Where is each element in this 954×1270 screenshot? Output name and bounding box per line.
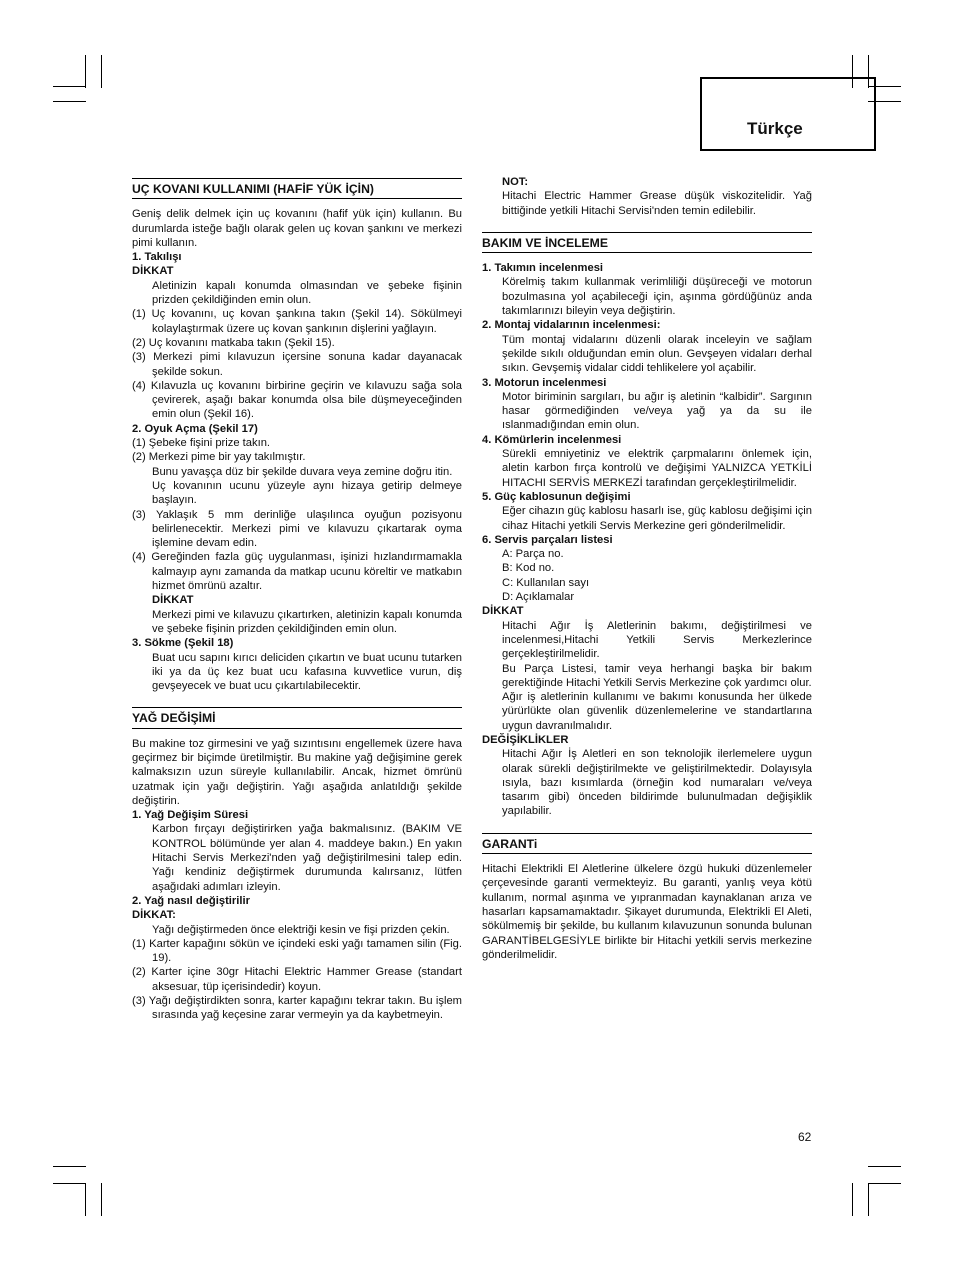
indented-text: Hitachi Electric Hammer Grease düşük viskozitelidir. Yağ bittiğinde yetkili Hitachi Servisi'nden temin edilebilir. [502, 190, 812, 217]
indented-text: Karbon fırçayı değiştirirken yağa bakmalısınız. (BAKIM VE KONTROL bölümünde yer alan 4. maddeye bakın.) En yakın Hitachi Servis Merkezi'nden yağ değiştirilmesini talep edin. Yağı kendiniz değiştirmek durumunda kalırsanız, lütfen aşağıdaki adımları izleyin. [152, 823, 462, 893]
crop-mark [85, 55, 86, 88]
indented-text: Bu Parça Listesi, tamir veya herhangi başka bir bakım gerektiğinde Hitachi Yetkili Servis Merkezine çok yardımcı olur. [502, 662, 812, 689]
paragraph: Bu makine toz girmesini ve yağ sızıntısını engellemek üzere hava geçirmez bir biçimde üretilmiştir. Bu makine yağ değişimine gerek kalmaksızın uzun süreyle kullanılabilir. Ancak, hizmet ömrünü uzatmak için yağı değiştirin. Yağı aşağıda anlatıldığı şekilde değiştirin. [132, 737, 462, 807]
subheading: 3. Motorun incelenmesi [482, 376, 607, 389]
crop-mark [53, 86, 86, 87]
subheading: 3. Sökme (Şekil 18) [132, 637, 234, 650]
subheading: 1. Takılışı [132, 251, 182, 264]
right-column [482, 175, 812, 962]
spacer [132, 693, 462, 707]
subheading: 6. Servis parçaları listesi [482, 533, 613, 546]
indented-text: Aletinizin kapalı konumda olmasından ve şebeke fişinin prizden çekildiğinden emin olun. [152, 279, 462, 307]
crop-mark [85, 1183, 86, 1216]
subheading: DİKKAT [132, 265, 174, 278]
paragraph: Hitachi Elektrikli El Aletlerine ülkelere özgü hukuki düzenlemeler çerçevesinde garanti vermekteyiz. Bu garanti, yanlış veya kötü kullanım, normal aşınma ve yıpranmadan kaynaklanan arıza ve hasarları kapsamamaktadır. Şikayet durumunda, Elektrikli El Aleti, sökülmemiş bir şekilde, bu kullanım kılavuzunun sonunda bulunan GARANTİBELGESİYLE birlikte bir Hitachi yetkili servis merkezine gönderilmelidir. [482, 863, 812, 961]
page-number: 62 [798, 1130, 812, 1144]
numbered-step: (1) Karter kapağını sökün ve içindeki eski yağı tamamen silin (Fig. 19). [132, 937, 462, 965]
indented-text: Uç kovanının ucunu yüzeyle aynı hizaya getirip delmeye başlayın. [152, 479, 462, 507]
subheading: 2. Yağ nasıl değiştirilir [132, 894, 250, 907]
indented-text: Körelmiş takım kullanmak verimliliği düşüreceği ve motorun bozulmasına yol açabileceği için, aşınma gördüğünüz anda takımlarınızı bileyin veya değiştirin. [502, 276, 812, 318]
indented-text: Yağı değiştirmeden önce elektriği kesin ve fişi prizden çekin. [152, 923, 450, 936]
crop-mark [101, 1183, 102, 1216]
indented-text: A: Parça no. [502, 548, 564, 561]
indented-text: Eğer cihazın güç kablosu hasarlı ise, güç kablosu değişimi için cihaz Hitachi yetkili Servis Merkezine geri gönderilmelidir. [502, 505, 812, 532]
numbered-step: (4) Kılavuzla uç kovanını birbirine geçirin ve kılavuzu sağa sola çevirerek, aşağı bakar konumda olsa bile düşmeyeceğinden emin olun (Şekil 16). [132, 379, 462, 421]
subheading: 4. Kömürlerin incelenmesi [482, 433, 622, 446]
indented-text: Bunu yavaşça düz bir şekilde duvara veya zemine doğru itin. [152, 465, 453, 478]
indented-text: Hitachi Ağır İş Aletlerinin bakımı, değiştirilmesi ve incelenmesi,Hitachi Yetkili Servis Merkezlerince gerçekleştirilmelidir. [502, 619, 812, 661]
subheading: DEĞİŞİKLİKLER [482, 733, 569, 746]
section-heading: YAĞ DEĞİŞİMİ [132, 707, 462, 728]
spacer [482, 218, 812, 232]
subheading: 1. Takımın incelenmesi [482, 262, 604, 275]
numbered-step: (2) Uç kovanını matkaba takın (Şekil 15). [132, 336, 335, 349]
language-label-box [700, 77, 876, 151]
note-label: DİKKAT [152, 594, 194, 607]
numbered-step: (2) Merkezi pime bir yay takılmıştır. [132, 451, 306, 464]
numbered-step: (3) Merkezi pimi kılavuzun içersine sonuna kadar dayanacak şekilde sokun. [132, 351, 462, 378]
left-column [132, 178, 462, 1023]
subheading: DİKKAT [482, 605, 524, 618]
section-heading: UÇ KOVANI KULLANIMI (HAFİF YÜK İÇİN) [132, 178, 462, 199]
indented-text: Sürekli emniyetiniz ve elektrik çarpmalarını önlemek için, aletin karbon fırça kontrolü ve değişimi YALNIZCA YETKİLİ HITACHI SERVİS MERKEZİ tarafından gerçekleştirilmelidir. [502, 448, 812, 489]
indented-text: Buat ucu sapını kırıcı deliciden çıkartın ve buat ucunu tutarken iki ya da üç kez buat ucu kafasına kuvvetlice vurun, diş gevşeyecek ve buat ucu çıkartılabilecektir. [152, 651, 462, 693]
numbered-step: (2) Karter içine 30gr Hitachi Elektric Hammer Grease (standart aksesuar, tüp içerisindedir) koyun. [132, 966, 462, 993]
crop-mark [868, 1183, 869, 1216]
note-label: NOT: [502, 176, 529, 188]
crop-mark [53, 1183, 86, 1184]
indented-text: Hitachi Ağır İş Aletleri en son teknolojik ilerlemelere uygun olarak sürekli değiştirilmekte ve geliştirilmektedir. Dolayısyla ısıyla, bazı kısımlarda (örneğin kod numaraları ve/veya tasarım gibi) önceden bildirimde bulunulmadan değişiklik yapılabilir. [502, 748, 812, 818]
numbered-step: (1) Uç kovanını, uç kovan şankına takın (Şekil 14). Sökülmeyi kolaylaştırmak üzere uç kovan şankının dişlerini yağlayın. [132, 308, 462, 335]
indented-text: Tüm montaj vidalarını düzenli olarak inceleyin ve sağlam şekilde sıkılı olduğundan emin olun. Gevşeyen vidaları derhal sıkın. Gevşemiş vidalar ciddi tehlikelere yol açabilir. [502, 333, 812, 375]
crop-mark [868, 1183, 901, 1184]
paragraph: Geniş delik delmek için uç kovanını (hafif yük için) kullanın. Bu durumlarda isteğe bağlı olarak gelen uç kovan şankını ve merkezi pimi kullanın. [132, 208, 462, 249]
numbered-step: (3) Yaklaşık 5 mm derinliğe ulaşılınca oyuğun pozisyonu belirlenecektir. Merkezi pimi ve kılavuzu çıkartarak oyma işlemine devam edin. [132, 508, 462, 550]
subheading: DİKKAT: [132, 909, 176, 922]
indented-text: Motor biriminin sargıları, bu ağır iş aletinin “kalbidir”. Sargının hasar görmediğinden ve/veya yağ ya da su ile ıslanmadığından emin olun. [502, 390, 812, 432]
crop-mark [868, 1166, 901, 1167]
crop-mark [852, 1183, 853, 1216]
spacer [482, 819, 812, 833]
subheading: 2. Oyuk Açma (Şekil 17) [132, 422, 258, 435]
language-label: Türkçe [747, 119, 803, 138]
indented-text: B: Kod no. [502, 562, 555, 575]
numbered-step: (1) Şebeke fişini prize takın. [132, 437, 271, 450]
indented-text: Merkezi pimi ve kılavuzu çıkartırken, aletinizin kapalı konumda ve şebeke fişinin prizden çekildiğinden emin olun. [152, 608, 462, 635]
section-heading: BAKIM VE İNCELEME [482, 232, 812, 253]
crop-mark [101, 55, 102, 88]
crop-mark [53, 101, 86, 102]
subheading: 5. Güç kablosunun değişimi [482, 490, 631, 503]
subheading: 2. Montaj vidalarının incelenmesi: [482, 319, 661, 332]
indented-text: C: Kullanılan sayı [502, 576, 590, 589]
numbered-step: (4) Gereğinden fazla güç uygulanması, işinizi hızlandırmamakla kalmayıp aynı zamanda da matkap ucunu köreltir ve matkabın hizmet ömrünü azaltır. [132, 551, 462, 593]
subheading: 1. Yağ Değişim Süresi [132, 809, 249, 822]
indented-text: D: Açıklamalar [502, 591, 575, 604]
numbered-step: (3) Yağı değiştirdikten sonra, karter kapağını tekrar takın. Bu işlem sırasında yağ keçesine zarar vermeyin ya da kaybetmeyin. [132, 995, 462, 1022]
section-heading: GARANTi [482, 833, 812, 854]
crop-mark [53, 1166, 86, 1167]
indented-text: Ağır iş aletlerinin kullanımı ve bakımı konusunda her ülkede yürürlükte olan güvenlik düzenlemelerine ve standartlarına uygun davranılmalıdır. [502, 691, 812, 732]
